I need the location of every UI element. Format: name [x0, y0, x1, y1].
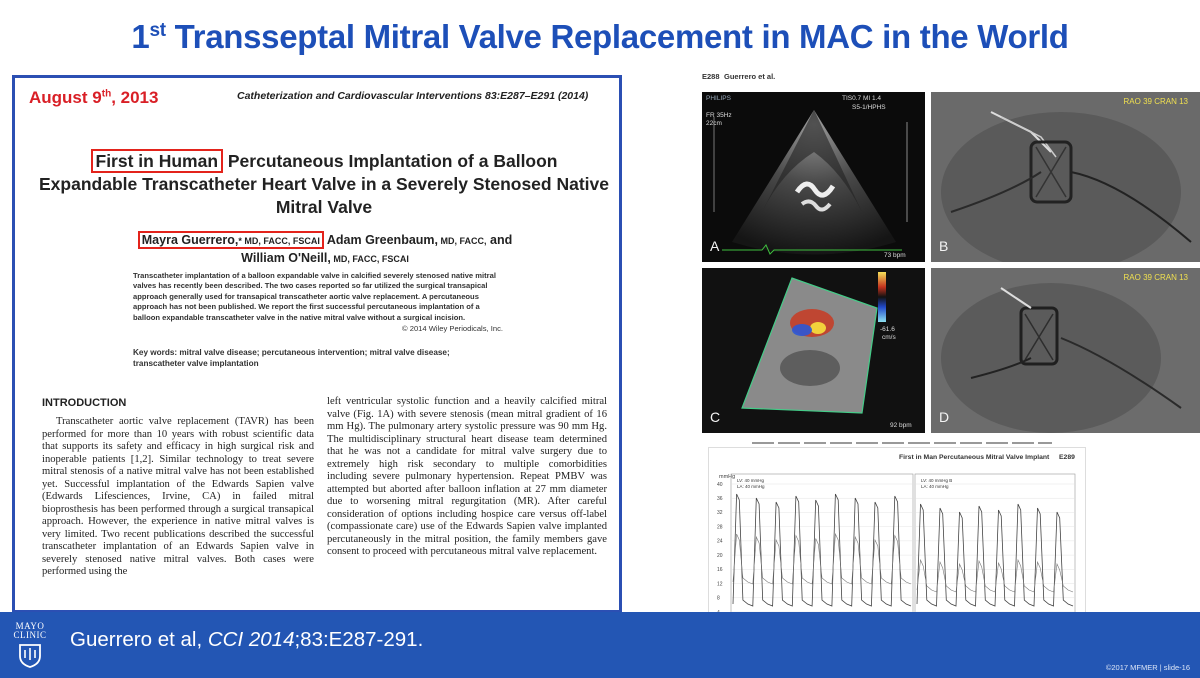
y-unit-label: mmHg [719, 474, 736, 480]
cite-pages: ;83:E287-291. [294, 628, 424, 651]
mayo-clinic-logo [10, 622, 50, 672]
panel-a-frame [731, 474, 913, 624]
paper-authors [115, 232, 535, 268]
panel-d-view: RAO 39 CRAN 13 [1123, 273, 1188, 282]
author2-degrees: MD, FACC, [438, 236, 487, 246]
y-tick-label: 12 [717, 581, 723, 588]
legend-b-lv: LV: 40 mmHg B [921, 478, 953, 483]
panel-b-label: B [939, 238, 949, 254]
legend-a-lv: LV: 40 mmHg [737, 478, 765, 483]
footer-citation [70, 628, 423, 652]
logo-line-2: CLINIC [13, 630, 47, 640]
paper-title [39, 150, 609, 219]
waveform-chart [709, 464, 1085, 636]
paper-title-rest: Percutaneous Implantation of a Balloon Expandable Transcatheter Heart Valve in a Severely Stenosed Native Mitral Valve [39, 151, 609, 217]
la-waveform-b [917, 560, 1073, 592]
publication-date [29, 88, 158, 108]
intro-column-1: Transcatheter aortic valve replacement (TAVR) has been performed for more than 10 years with robust scientific data that supports its safety and efficacy in high surgical risk and inoperable patients [1,2]. Similar technology to treat severe mitral stenosis of a native mitral valve has not been established yet. Successful implantation of the Edwards Sapien valve (Edwards Lifesciences, Irvine, CA) in failed mitral bioprosthesis has been performed through a surgical transapical approach. However, the experience in native mitral valves is very limited. Two recent publications described the successful transcatheter implantation of an Edwards Sapien valve in severely stenosed native mitral valves. Both cases were performed using the [42, 416, 314, 577]
abstract-copyright: © 2014 Wiley Periodicals, Inc. [402, 324, 503, 334]
author1-name: Mayra Guerrero, [141, 233, 239, 247]
paper-excerpt [12, 75, 622, 613]
echo-frame-rate: FR 35Hz [706, 112, 732, 119]
echo-brand: PHILIPS [706, 95, 731, 102]
fluoro-panel-d [931, 268, 1200, 433]
echo-probe: S5-1/HPHS [852, 104, 886, 111]
echo-heart-rate: 73 bpm [884, 252, 906, 259]
figure1-imaging [702, 92, 1200, 437]
title-ordinal-suffix: st [149, 20, 166, 41]
journal-citation: Catheterization and Cardiovascular Interventions 83:E287–E291 (2014) [237, 90, 589, 102]
y-tick-label: 20 [717, 552, 723, 559]
slide-title [0, 18, 1200, 56]
figure1-author-ref: Guerrero et al. [724, 72, 776, 81]
panel-a-label: A [710, 238, 720, 254]
author3-degrees: MD, FACC, FSCAI [330, 254, 409, 264]
slide-copyright: ©2017 MFMER | slide-16 [1105, 663, 1190, 672]
echo-depth: 22cm [706, 120, 722, 127]
abstract-text: Transcatheter implantation of a balloon expandable valve in calcified severely stenosed native mitral valves has recently been described. The two cases reported so far utilized the surgical transapical approach generally used for transapical transcatheter aortic valve replacement. A percutaneous approach has not been published. We report the first successful percutaneous implantation of a balloon expandable transcatheter valve in the native mitral valve without a surgical incision. [133, 271, 496, 322]
author1-degrees: * MD, FACC, FSCAI [238, 236, 320, 246]
echo-3d-panel-c [702, 268, 925, 433]
author2-name: Adam Greenbaum, [323, 233, 439, 247]
y-tick-label: 36 [717, 496, 723, 503]
date-day: August 9 [29, 88, 102, 107]
cite-author: Guerrero et al, [70, 628, 208, 651]
doppler-scale-unit: cm/s [882, 334, 896, 341]
y-tick-label: 28 [717, 524, 723, 531]
fluoroscopy-final-image [931, 268, 1200, 433]
la-waveform-a [733, 534, 911, 584]
grid-lines [731, 484, 1075, 612]
date-suffix: th [101, 88, 112, 100]
panel-c-label: C [710, 409, 721, 425]
footer-bar [0, 612, 1200, 678]
title-ordinal: 1 [131, 18, 150, 55]
figure2-header: First in Man Percutaneous Mitral Valve Implant [899, 454, 1050, 461]
paper-keywords: Key words: mitral valve disease; percutaneous intervention; mitral valve disease; transcatheter valve implantation [133, 348, 450, 368]
author-and: and [486, 233, 513, 247]
y-tick-group [717, 482, 723, 616]
intro-heading: INTRODUCTION [42, 397, 127, 409]
color-doppler-image [702, 268, 925, 433]
date-year: , 2013 [111, 88, 159, 107]
legend-a-la: LA: 40 mmHg [737, 484, 765, 489]
echo-sector-image [702, 92, 925, 262]
y-tick-label: 16 [717, 567, 723, 574]
fluoroscopy-image [931, 92, 1200, 262]
y-tick-label: 24 [717, 538, 723, 545]
panel-b-view: RAO 39 CRAN 13 [1123, 97, 1188, 106]
title-text: Transseptal Mitral Valve Replacement in MAC in the World [165, 18, 1069, 55]
y-tick-label: 8 [717, 595, 720, 602]
intro-column-2: left ventricular systolic function and a heavily calcified mitral valve (Fig. 1A) with severe stenosis (mean mitral gradient of 16 mm Hg). The pulmonary artery systolic pressure was 90 mm Hg. The multidisciplinary structural heart disease team determined that he was not a candidate for mitral valve surgery due to extremely high risk secondary to multiple comorbidities including severe pulmonary hypertension. Repeat PMBV was attempted but aborted after balloon inflation at 27 mm diameter due to worsening mitral regurgitation (MR). After careful consideration of options including hospice care versus off-label (compassionate care) use of the Edwards Sapien valve implanted percutaneously in the mitral position, the family members gave consent to proceed with percutaneous mitral valve replacement. [327, 396, 607, 557]
doppler-heart-rate: 92 bpm [890, 422, 912, 429]
y-tick-label: 40 [717, 481, 723, 488]
cite-journal: CCI 2014 [207, 628, 295, 651]
figure2-page-ref: E289 [1059, 454, 1075, 461]
panel-d-label: D [939, 409, 950, 425]
figure1-caption-strip [752, 440, 1192, 446]
echo-panel-a [702, 92, 925, 262]
figure1-page-ref: E288 [702, 72, 720, 81]
doppler-scale-value: -61.6 [880, 326, 895, 333]
y-tick-label: 32 [717, 510, 723, 517]
echo-settings: TIS0.7 MI 1.4 [842, 95, 882, 102]
paper-abstract [133, 271, 503, 334]
first-in-human-highlight: First in Human [91, 149, 224, 173]
legend-b-la: LA: 40 mmHg [921, 484, 949, 489]
mayo-shield-icon [17, 642, 43, 668]
author3-name: William O'Neill, [241, 251, 331, 265]
logo-line-1: MAYO [15, 621, 45, 631]
author-highlight [138, 231, 324, 249]
fluoro-panel-b [931, 92, 1200, 262]
